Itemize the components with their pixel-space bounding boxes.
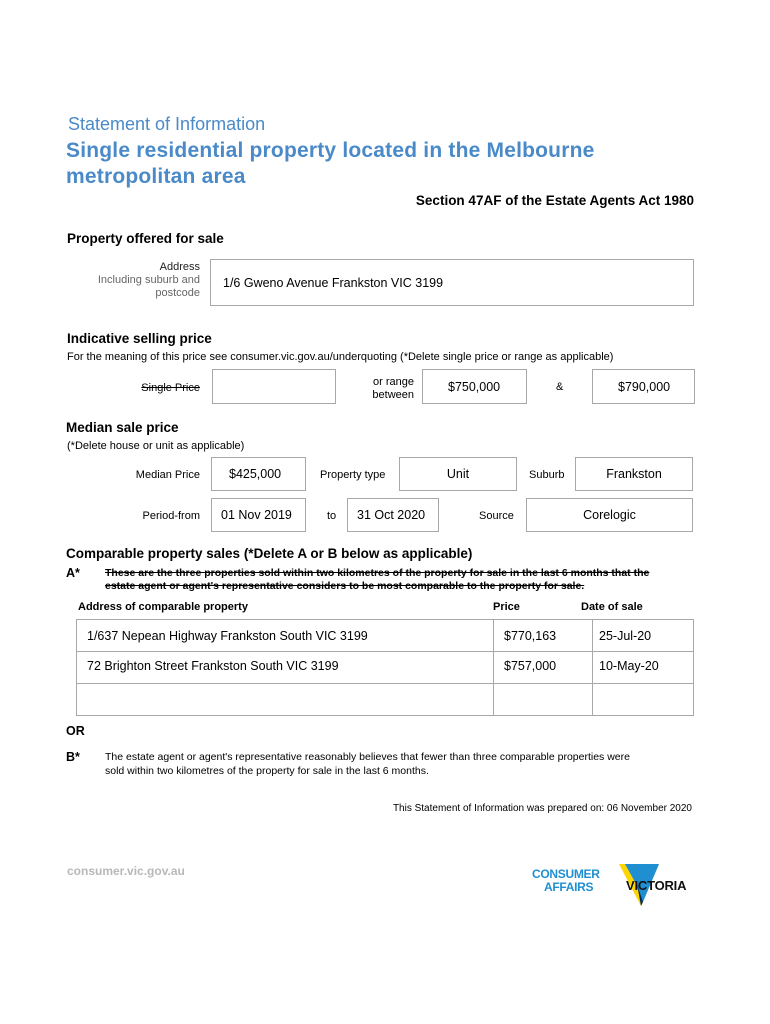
comparable-price-cell[interactable]: $757,000 [494, 652, 593, 684]
option-a-text-line-2: estate agent or agent's representative considers to be most comparable to the property for sale. [105, 580, 585, 592]
main-title-line-2: metropolitan area [66, 165, 246, 188]
suburb-value: Frankston [606, 467, 662, 481]
comparable-heading: Comparable property sales (*Delete A or B below as applicable) [66, 546, 473, 561]
comparable-price-cell[interactable]: $770,163 [494, 620, 593, 652]
median-heading: Median sale price [66, 420, 179, 435]
property-offered-heading: Property offered for sale [67, 231, 224, 246]
option-a-text-line-1: These are the three properties sold within two kilometres of the property for sale in the last 6 months that the [105, 567, 650, 579]
comparable-table [76, 619, 694, 716]
source-field[interactable] [526, 498, 693, 532]
range-high-value: $790,000 [618, 380, 671, 394]
period-from-label: Period-from [142, 510, 200, 522]
statement-title: Statement of Information [68, 114, 266, 134]
comparable-price-cell[interactable] [494, 684, 593, 716]
column-header-price: Price [493, 601, 520, 613]
source-label: Source [479, 510, 514, 522]
logo-victoria-text: VICTORIA [626, 878, 687, 893]
indicative-price-note: For the meaning of this price see consumer.vic.gov.au/underquoting (*Delete single price or range as applicable) [67, 351, 614, 363]
comparable-date-cell[interactable]: 10-May-20 [593, 652, 694, 684]
address-label-line-2: Including suburb and [97, 274, 200, 286]
single-price-field[interactable] [212, 369, 336, 404]
median-price-field[interactable] [211, 457, 306, 491]
period-from-value: 01 Nov 2019 [221, 508, 292, 522]
suburb-label: Suburb [529, 469, 565, 481]
prepared-on-date: This Statement of Information was prepared on: 06 November 2020 [392, 803, 692, 814]
median-price-value: $425,000 [229, 467, 282, 481]
column-header-date: Date of sale [581, 601, 643, 613]
period-to-value: 31 Oct 2020 [357, 508, 426, 522]
address-value: 1/6 Gweno Avenue Frankston VIC 3199 [223, 276, 444, 290]
range-label-line-1: or range [373, 376, 414, 388]
option-a-marker: A* [66, 566, 80, 580]
median-note: (*Delete house or unit as applicable) [67, 440, 245, 452]
column-header-address: Address of comparable property [78, 601, 248, 613]
period-from-field[interactable] [211, 498, 306, 532]
period-to-field[interactable] [347, 498, 439, 532]
logo-consumer-text: CONSUMER [532, 867, 600, 881]
main-title-line-1: Single residential property located in the Melbourne [66, 139, 595, 162]
median-price-label: Median Price [135, 469, 200, 481]
range-low-value: $750,000 [448, 380, 501, 394]
source-value: Corelogic [583, 508, 636, 522]
comparable-date-cell[interactable]: 25-Jul-20 [593, 620, 694, 652]
indicative-price-heading: Indicative selling price [67, 331, 212, 346]
table-row [77, 620, 694, 652]
period-to-label: to [327, 510, 337, 522]
option-b-text-line-1: The estate agent or agent's representative reasonably believes that fewer than three comparable properties were [105, 751, 630, 763]
range-label-line-2: between [372, 389, 414, 401]
footer-website: consumer.vic.gov.au [67, 864, 185, 878]
address-label-line-1: Address [159, 261, 200, 273]
table-row [77, 652, 694, 684]
or-label: OR [66, 724, 85, 738]
option-b-text-line-2: sold within two kilometres of the property for sale in the last 6 months. [105, 765, 429, 777]
property-type-value: Unit [446, 467, 470, 481]
property-type-label: Property type [320, 469, 386, 481]
range-high-field[interactable] [592, 369, 695, 404]
range-low-field[interactable] [422, 369, 527, 404]
comparable-address-cell[interactable]: 72 Brighton Street Frankston South VIC 3199 [77, 652, 494, 684]
logo-affairs-text: AFFAIRS [544, 880, 594, 894]
section-reference: Section 47AF of the Estate Agents Act 1980 [415, 193, 694, 208]
address-field[interactable] [210, 259, 694, 306]
property-type-field[interactable] [399, 457, 517, 491]
consumer-affairs-victoria-logo [530, 862, 700, 910]
single-price-label: Single Price [141, 382, 200, 394]
option-b-marker: B* [66, 750, 80, 764]
comparable-address-cell[interactable] [77, 684, 494, 716]
comparable-address-cell[interactable]: 1/637 Nepean Highway Frankston South VIC 3199 [77, 620, 494, 652]
address-label-line-3: postcode [155, 287, 200, 299]
suburb-field[interactable] [575, 457, 693, 491]
range-ampersand: & [556, 381, 564, 393]
comparable-date-cell[interactable] [593, 684, 694, 716]
table-row [77, 684, 694, 716]
